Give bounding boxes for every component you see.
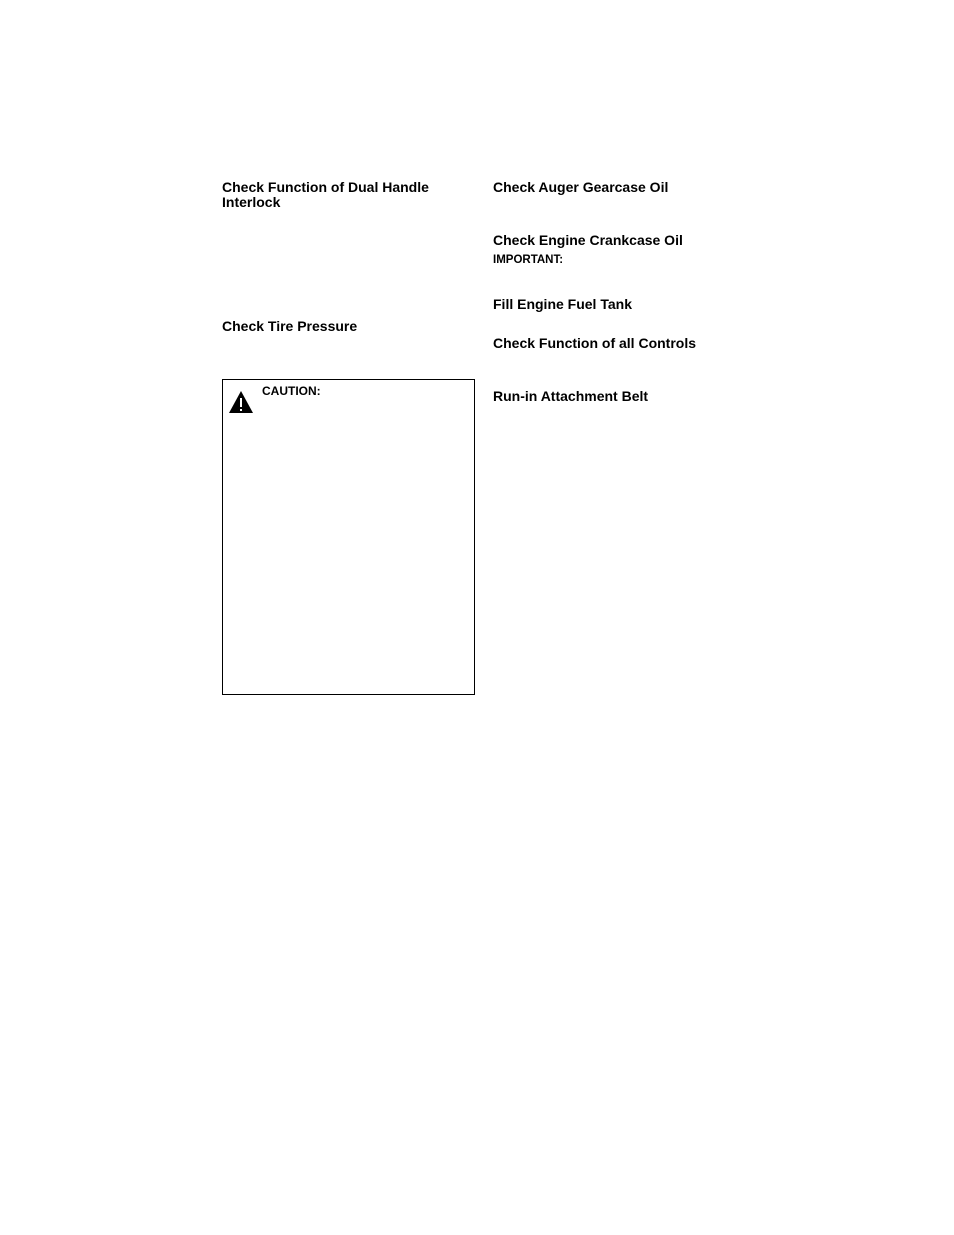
heading-check-dual-handle-interlock: Check Function of Dual Handle Interlock [222, 179, 429, 210]
heading-check-auger-gearcase-oil: Check Auger Gearcase Oil [493, 179, 669, 195]
caution-box [222, 379, 475, 695]
heading-check-engine-crankcase-oil: Check Engine Crankcase Oil [493, 232, 683, 248]
heading-fill-engine-fuel-tank: Fill Engine Fuel Tank [493, 296, 632, 312]
heading-check-tire-pressure: Check Tire Pressure [222, 318, 358, 334]
warning-triangle-icon [228, 390, 254, 414]
important-label: IMPORTANT: [493, 254, 564, 266]
heading-check-function-of-all-controls: Check Function of all Controls [493, 335, 697, 351]
heading-run-in-attachment-belt: Run-in Attachment Belt [493, 388, 649, 404]
caution-label: CAUTION: [262, 384, 321, 398]
